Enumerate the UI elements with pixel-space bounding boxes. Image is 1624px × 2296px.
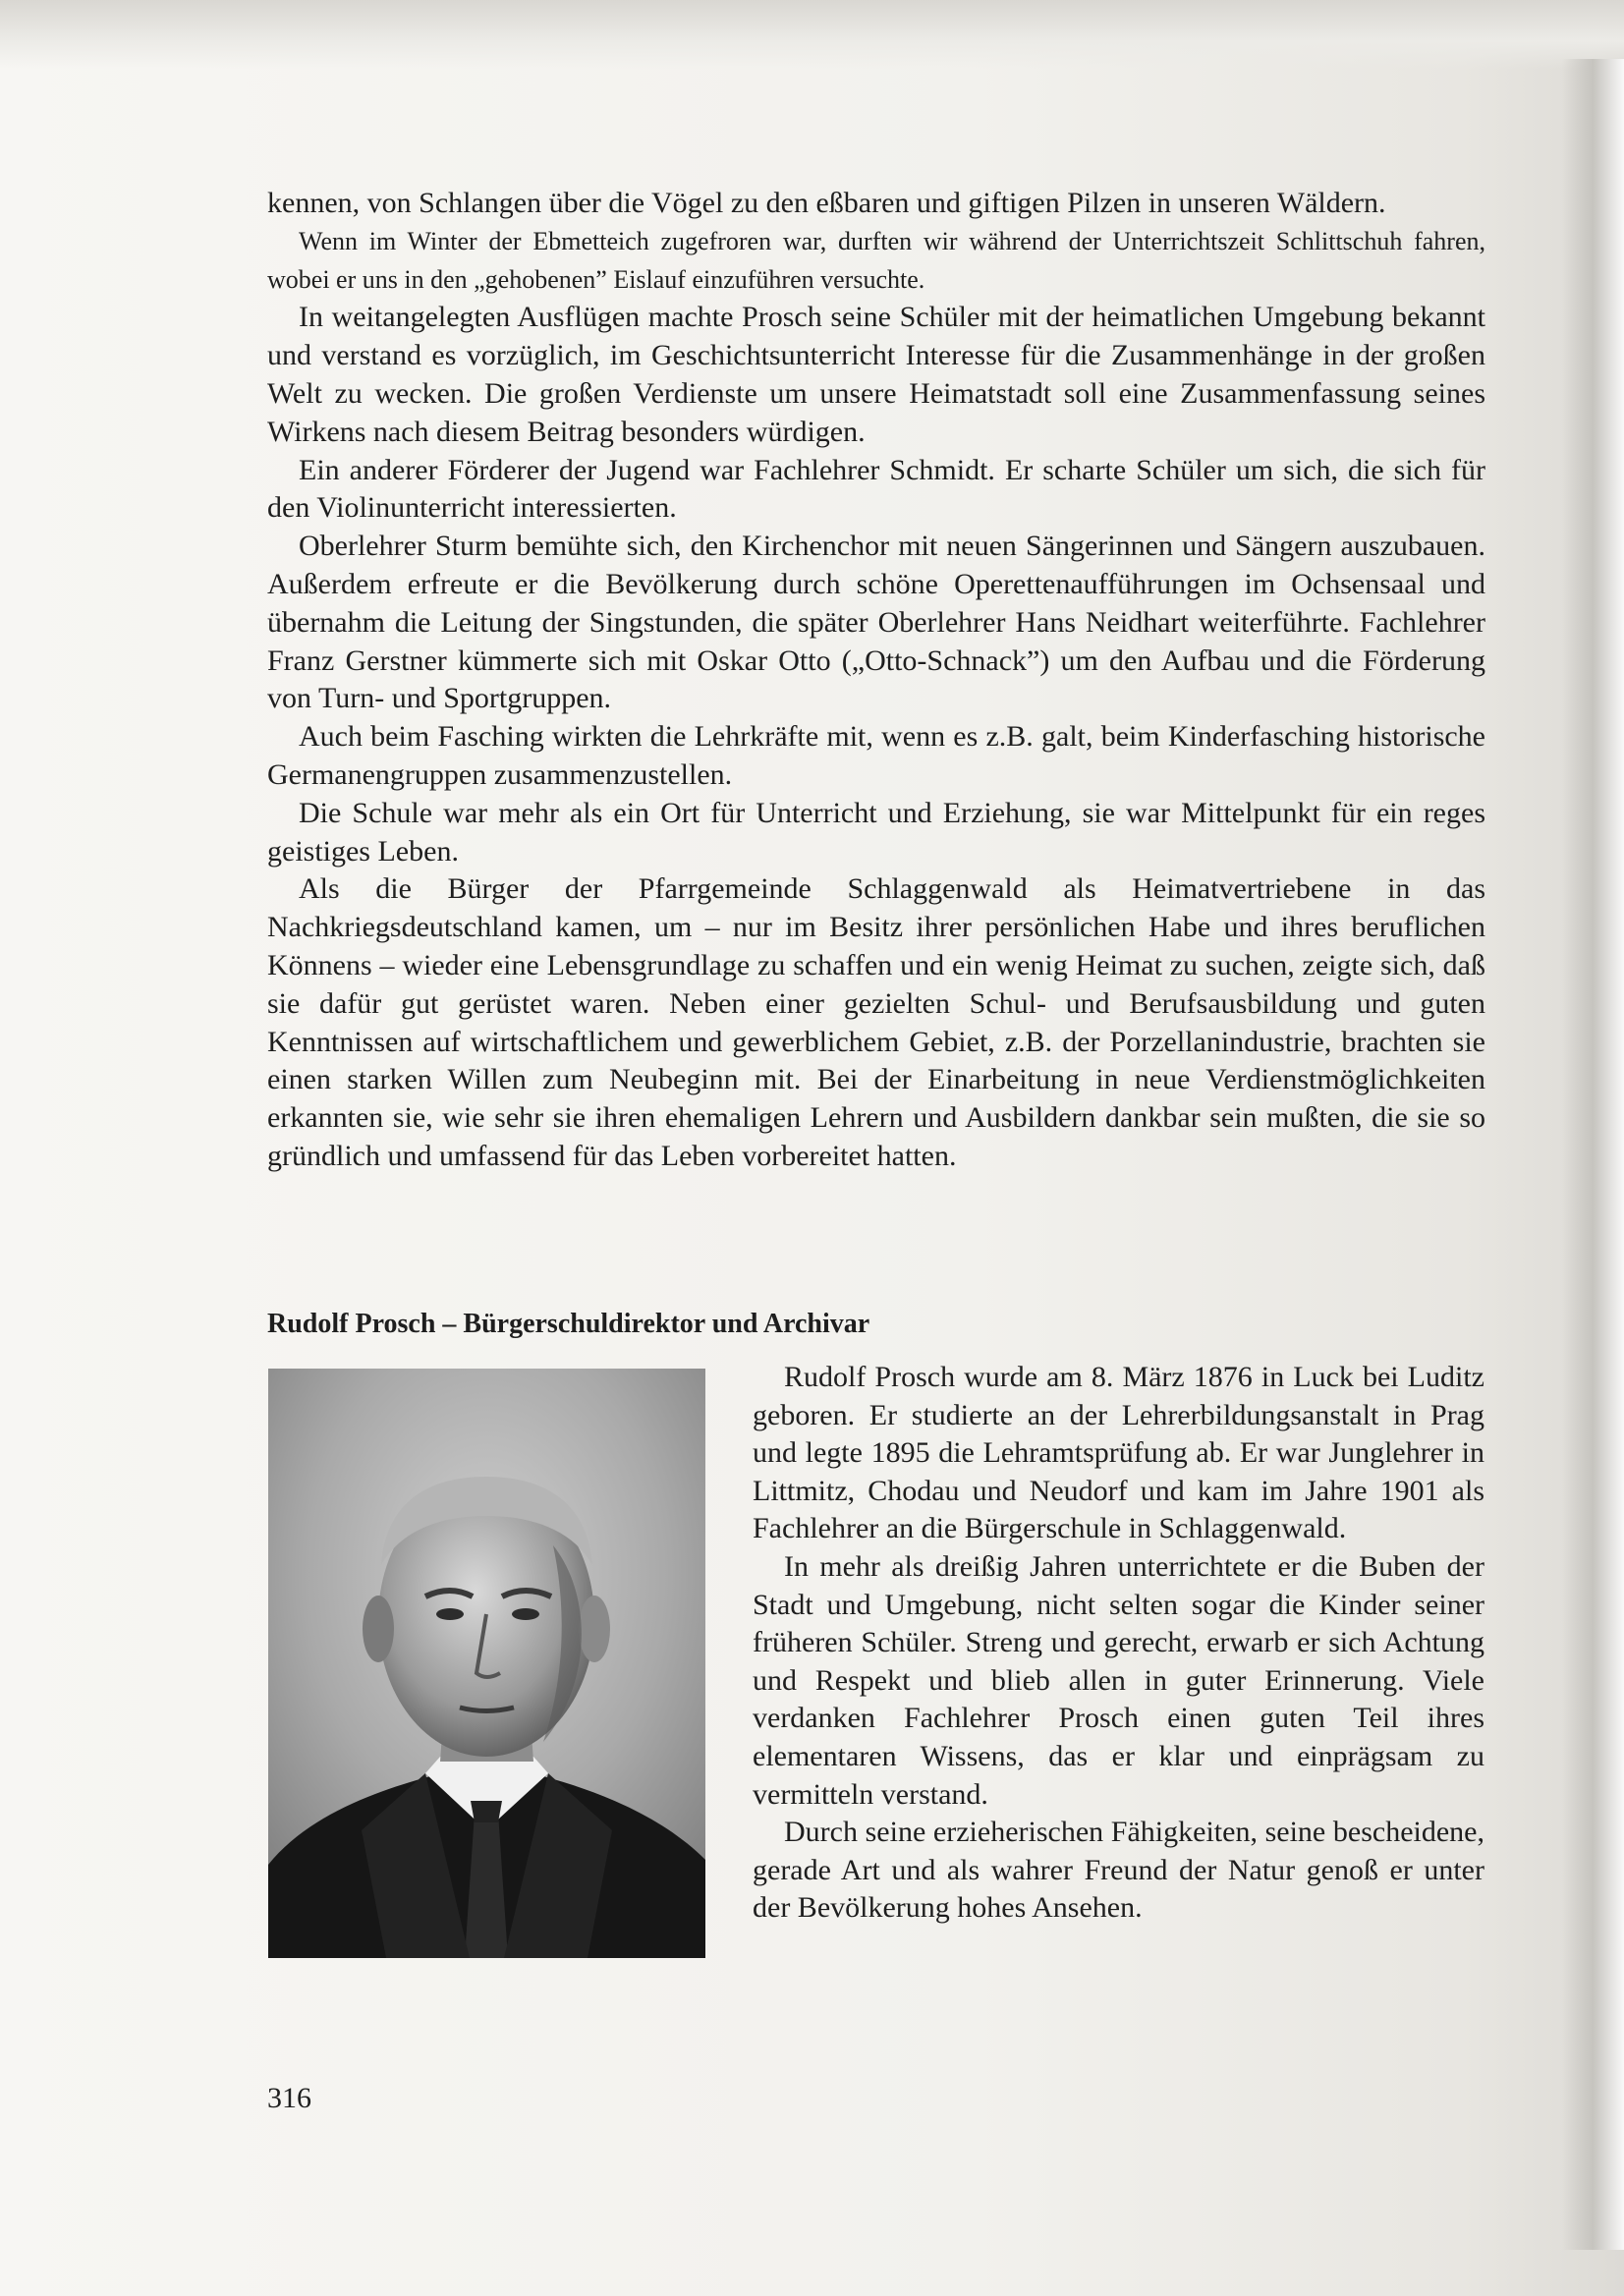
paragraph-fasching: Auch beim Fasching wirkten die Lehrkräfte mit, wenn es z.B. galt, beim Kinderfasching historische Germanengruppen zusammenzustellen.	[267, 720, 1485, 791]
paragraph-excursions: In weitangelegten Ausflügen machte Prosch seine Schüler mit der heimatlichen Umgebung bekannt und verstand es vorzüglich, im Geschichtsunterricht Interesse für die Zusammenhänge in der großen Welt zu wecken. Die großen Verdienste um unsere Heimatstadt soll eine Zusammenfassung seines Wirkens nach diesem Beitrag besonders würdigen.	[267, 301, 1485, 448]
paragraph-ice-skating: Wenn im Winter der Ebmetteich zugefroren war, durften wir während der Unterrichtszeit Schlittschuh fahren, wobei er uns in den „gehobenen” Eislauf einzuführen versuchte.	[267, 226, 1485, 294]
scan-top-shadow	[0, 0, 1624, 69]
section-heading: Rudolf Prosch – Bürgerschuldirektor und Archivar	[267, 1309, 870, 1339]
page-number: 316	[267, 2082, 311, 2114]
paragraph-continuation: kennen, von Schlangen über die Vögel zu den eßbaren und giftigen Pilzen in unseren Wäldern.	[267, 187, 1386, 219]
bio-paragraph-teaching: In mehr als dreißig Jahren unterrichtete er die Buben der Stadt und Umgebung, nicht selten sogar die Kinder seiner früheren Schüler. Streng und gerecht, erwarb er sich Achtung und Respekt und blieb allen in guter Erinnerung. Viele verdanken Fachlehrer Prosch einen guten Teil ihres elementaren Wissens, das er klar und einprägsam zu vermitteln verstand.	[753, 1549, 1484, 1811]
scan-binding-shadow	[1562, 59, 1624, 2250]
biography-text	[753, 1359, 1484, 1928]
bio-paragraph-reputation: Durch seine erzieherischen Fähigkeiten, seine bescheidene, gerade Art und als wahrer Freund der Natur genoß er unter der Bevölkerung hohes Ansehen.	[753, 1816, 1484, 1925]
paragraph-schmidt: Ein anderer Förderer der Jugend war Fachlehrer Schmidt. Er scharte Schüler um sich, die sich für den Violinunterricht interessierten.	[267, 453, 1485, 525]
paragraph-sturm: Oberlehrer Sturm bemühte sich, den Kirchenchor mit neuen Sängerinnen und Sängern auszubauen. Außerdem erfreute er die Bevölkerung durch schöne Operettenaufführungen im Ochsensaal und übernahm die Leitung der Singstunden, die später Oberlehrer Hans Neidhart weiterführte. Fachlehrer Franz Gerstner kümmerte sich mit Oskar Otto („Otto-Schnack”) um den Aufbau und die Förderung von Turn- und Sportgruppen.	[267, 530, 1485, 715]
portrait-photo	[268, 1369, 705, 1958]
paragraph-expellees: Als die Bürger der Pfarrgemeinde Schlaggenwald als Heimatvertriebene in das Nachkriegsdeutschland kamen, um – nur im Besitz ihrer persönlichen Habe und ihres beruflichen Könnens – wieder eine Lebensgrundlage zu schaffen und ein wenig Heimat zu suchen, zeigte sich, daß sie dafür gut gerüstet waren. Neben einer gezielten Schul- und Berufsausbildung und guten Kenntnissen auf wirtschaftlichem und gewerblichem Gebiet, z.B. der Porzellanindustrie, brachten sie einen starken Willen zum Neubeginn mit. Bei der Einarbeitung in neue Verdienstmöglichkeiten erkannten sie, wie sehr sie ihren ehemaligen Lehrern und Ausbildern dankbar sein mußten, die sie so gründlich und umfassend für das Leben vorbereitet hatten.	[267, 872, 1485, 1172]
main-body-text	[267, 185, 1485, 1176]
bio-paragraph-birth: Rudolf Prosch wurde am 8. März 1876 in Luck bei Luditz geboren. Er studierte an der Lehrerbildungsanstalt in Prag und legte 1895 die Lehramtsprüfung ab. Er war Junglehrer in Littmitz, Chodau und Neudorf und kam im Jahre 1901 als Fachlehrer an die Bürgerschule in Schlaggenwald.	[753, 1361, 1484, 1545]
paragraph-school-center: Die Schule war mehr als ein Ort für Unterricht und Erziehung, sie war Mittelpunkt für ein reges geistiges Leben.	[267, 796, 1485, 868]
